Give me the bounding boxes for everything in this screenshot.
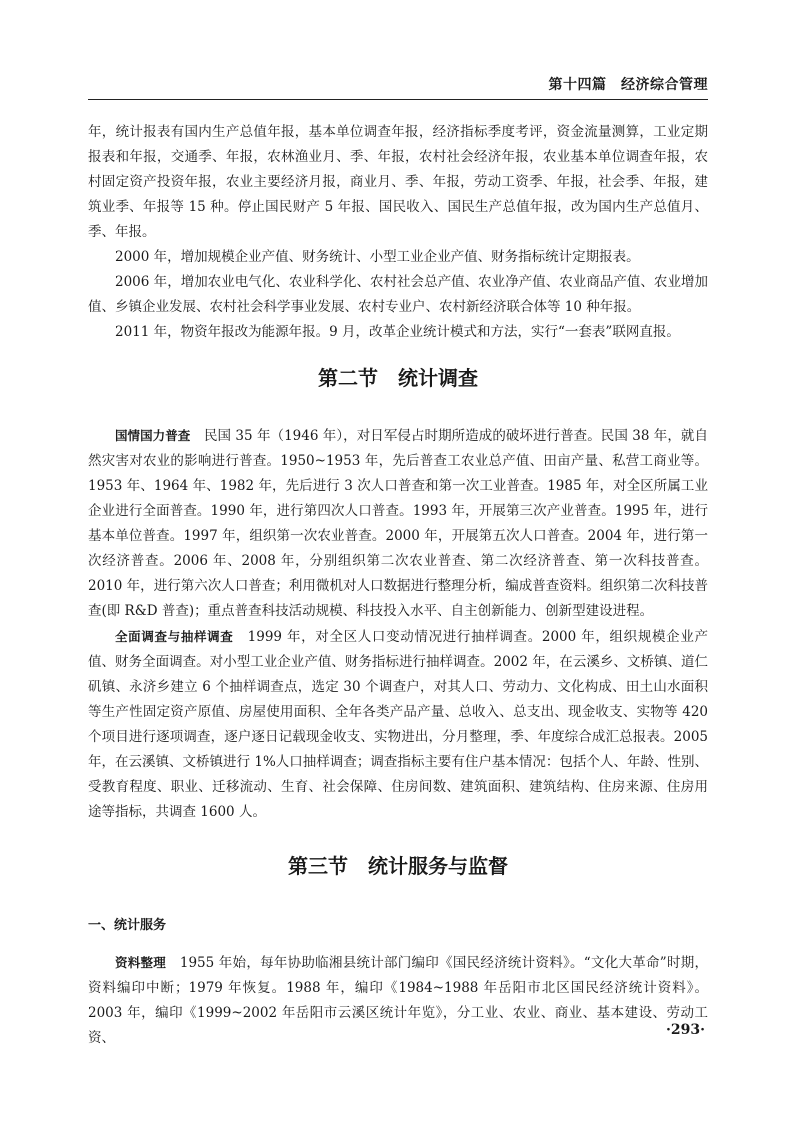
term-national-census: 国情国力普查 [115, 428, 191, 443]
term-sample-survey: 全面调查与抽样调查 [115, 629, 234, 644]
paragraph-2000: 2000 年，增加规模企业产值、财务统计、小型工业企业产值、财务指标统计定期报表。 [115, 249, 640, 265]
text-sample-survey: 1999 年，对全区人口变动情况进行抽样调查。2000 年，组织规模企业产值、财务全面调查。对小型工业企业产值、财务指标进行抽样调查。2002 年，在云溪乡、文桥镇、道仁矶镇、永济乡建立 6 个抽样调查点，选定 30 个调查户，对其人口、劳动力、文化构成、田土山水面积等生产性固定资产原值、房屋使用面积、全年各类产品产量、总收入、总支出、现金收支、实物等 420 个项目进行逐项调查，逐户逐日记载现金收支、实物进出，分月整理，季、年度综合成汇总报表。2005 年，在云溪镇、文桥镇进行 1%人口抽样调查；调查指标主要有住户基本情况：包括个人、年龄、性别、受教育程度、职业、迁移流动、生育、社会保障、住房间数、建筑面积、建筑结构、住房来源、住房用途等指标，共调查 1600 人。 [88, 629, 708, 820]
running-header [88, 74, 708, 94]
text-data-compilation: 1955 年始，每年协助临湘县统计部门编印《国民经济统计资料》。“文化大革命”时期，资料编印中断；1979 年恢复。1988 年，编印《1984~1988 年岳阳市北区国民经济统计资料》。2003 年，编印《1999~2002 年岳阳市云溪区统计年览》，分工业、农业、商业、基本建设、劳动工资、 [88, 955, 708, 1046]
paragraph-national-census [88, 423, 708, 624]
paragraph-2006: 2006 年，增加农业电气化、农业科学化、农村社会总产值、农业净产值、农业商品产值、农业增加值、乡镇企业发展、农村社会科学事业发展、农村专业户、农村新经济联合体等 10 种年报。 [88, 274, 708, 315]
subheading-statistical-service: 一、统计服务 [88, 918, 167, 933]
section-title-service-supervision: 第三节 统计服务与监督 [288, 854, 508, 878]
section-title-statistical-survey: 第二节 统计调查 [318, 366, 478, 390]
header-title: 经济综合管理 [621, 77, 708, 93]
paragraph-data-compilation [88, 950, 708, 1051]
header-rule [88, 99, 708, 100]
term-data-compilation: 资料整理 [115, 955, 167, 970]
header-part: 第十四篇 [548, 77, 607, 93]
page-number: ·293· [666, 1022, 705, 1038]
text-national-census: 民国 35 年（1946 年），对日军侵占时期所造成的破坏进行普查。民国 38 年，就自然灾害对农业的影响进行普查。1950~1953 年，先后普查工农业总产值、田亩产量、私营工商业等。1953 年、1964 年、1982 年，先后进行 3 次人口普查和第一次工业普查。1985 年，对全区所属工业企业进行全面普查。1990 年，进行第四次人口普查。1993 年，开展第三次产业普查。1995 年，进行基本单位普查。1997 年，组织第一次农业普查。2000 年，开展第五次人口普查。2004 年，进行第一次经济普查。2006 年、2008 年，分别组织第二次农业普查、第二次经济普查、第一次科技普查。2010 年，进行第六次人口普查；利用微机对人口数据进行整理分析，编成普查资料。组织第二次科技普查(即 R&D 普查)；重点普查科技活动规模、科技投入水平、自主创新能力、创新型建设进程。 [88, 428, 708, 619]
page-body [88, 120, 708, 1051]
paragraph-2011: 2011 年，物资年报改为能源年报。9 月，改革企业统计模式和方法，实行“一套表”联网直报。 [115, 324, 680, 340]
paragraph-statistical-reports: 年，统计报表有国内生产总值年报，基本单位调查年报，经济指标季度考评，资金流量测算，工业定期报表和年报，交通季、年报，农林渔业月、季、年报，农村社会经济年报，农业基本单位调查年报，农村固定资产投资年报，农业主要经济月报，商业月、季、年报，劳动工资季、年报，社会季、年报，建筑业季、年报等 15 种。停止国民财产 5 年报、国民收入、国民生产总值年报，改为国内生产总值月、季、年报。 [88, 124, 708, 240]
paragraph-sample-survey [88, 624, 708, 825]
